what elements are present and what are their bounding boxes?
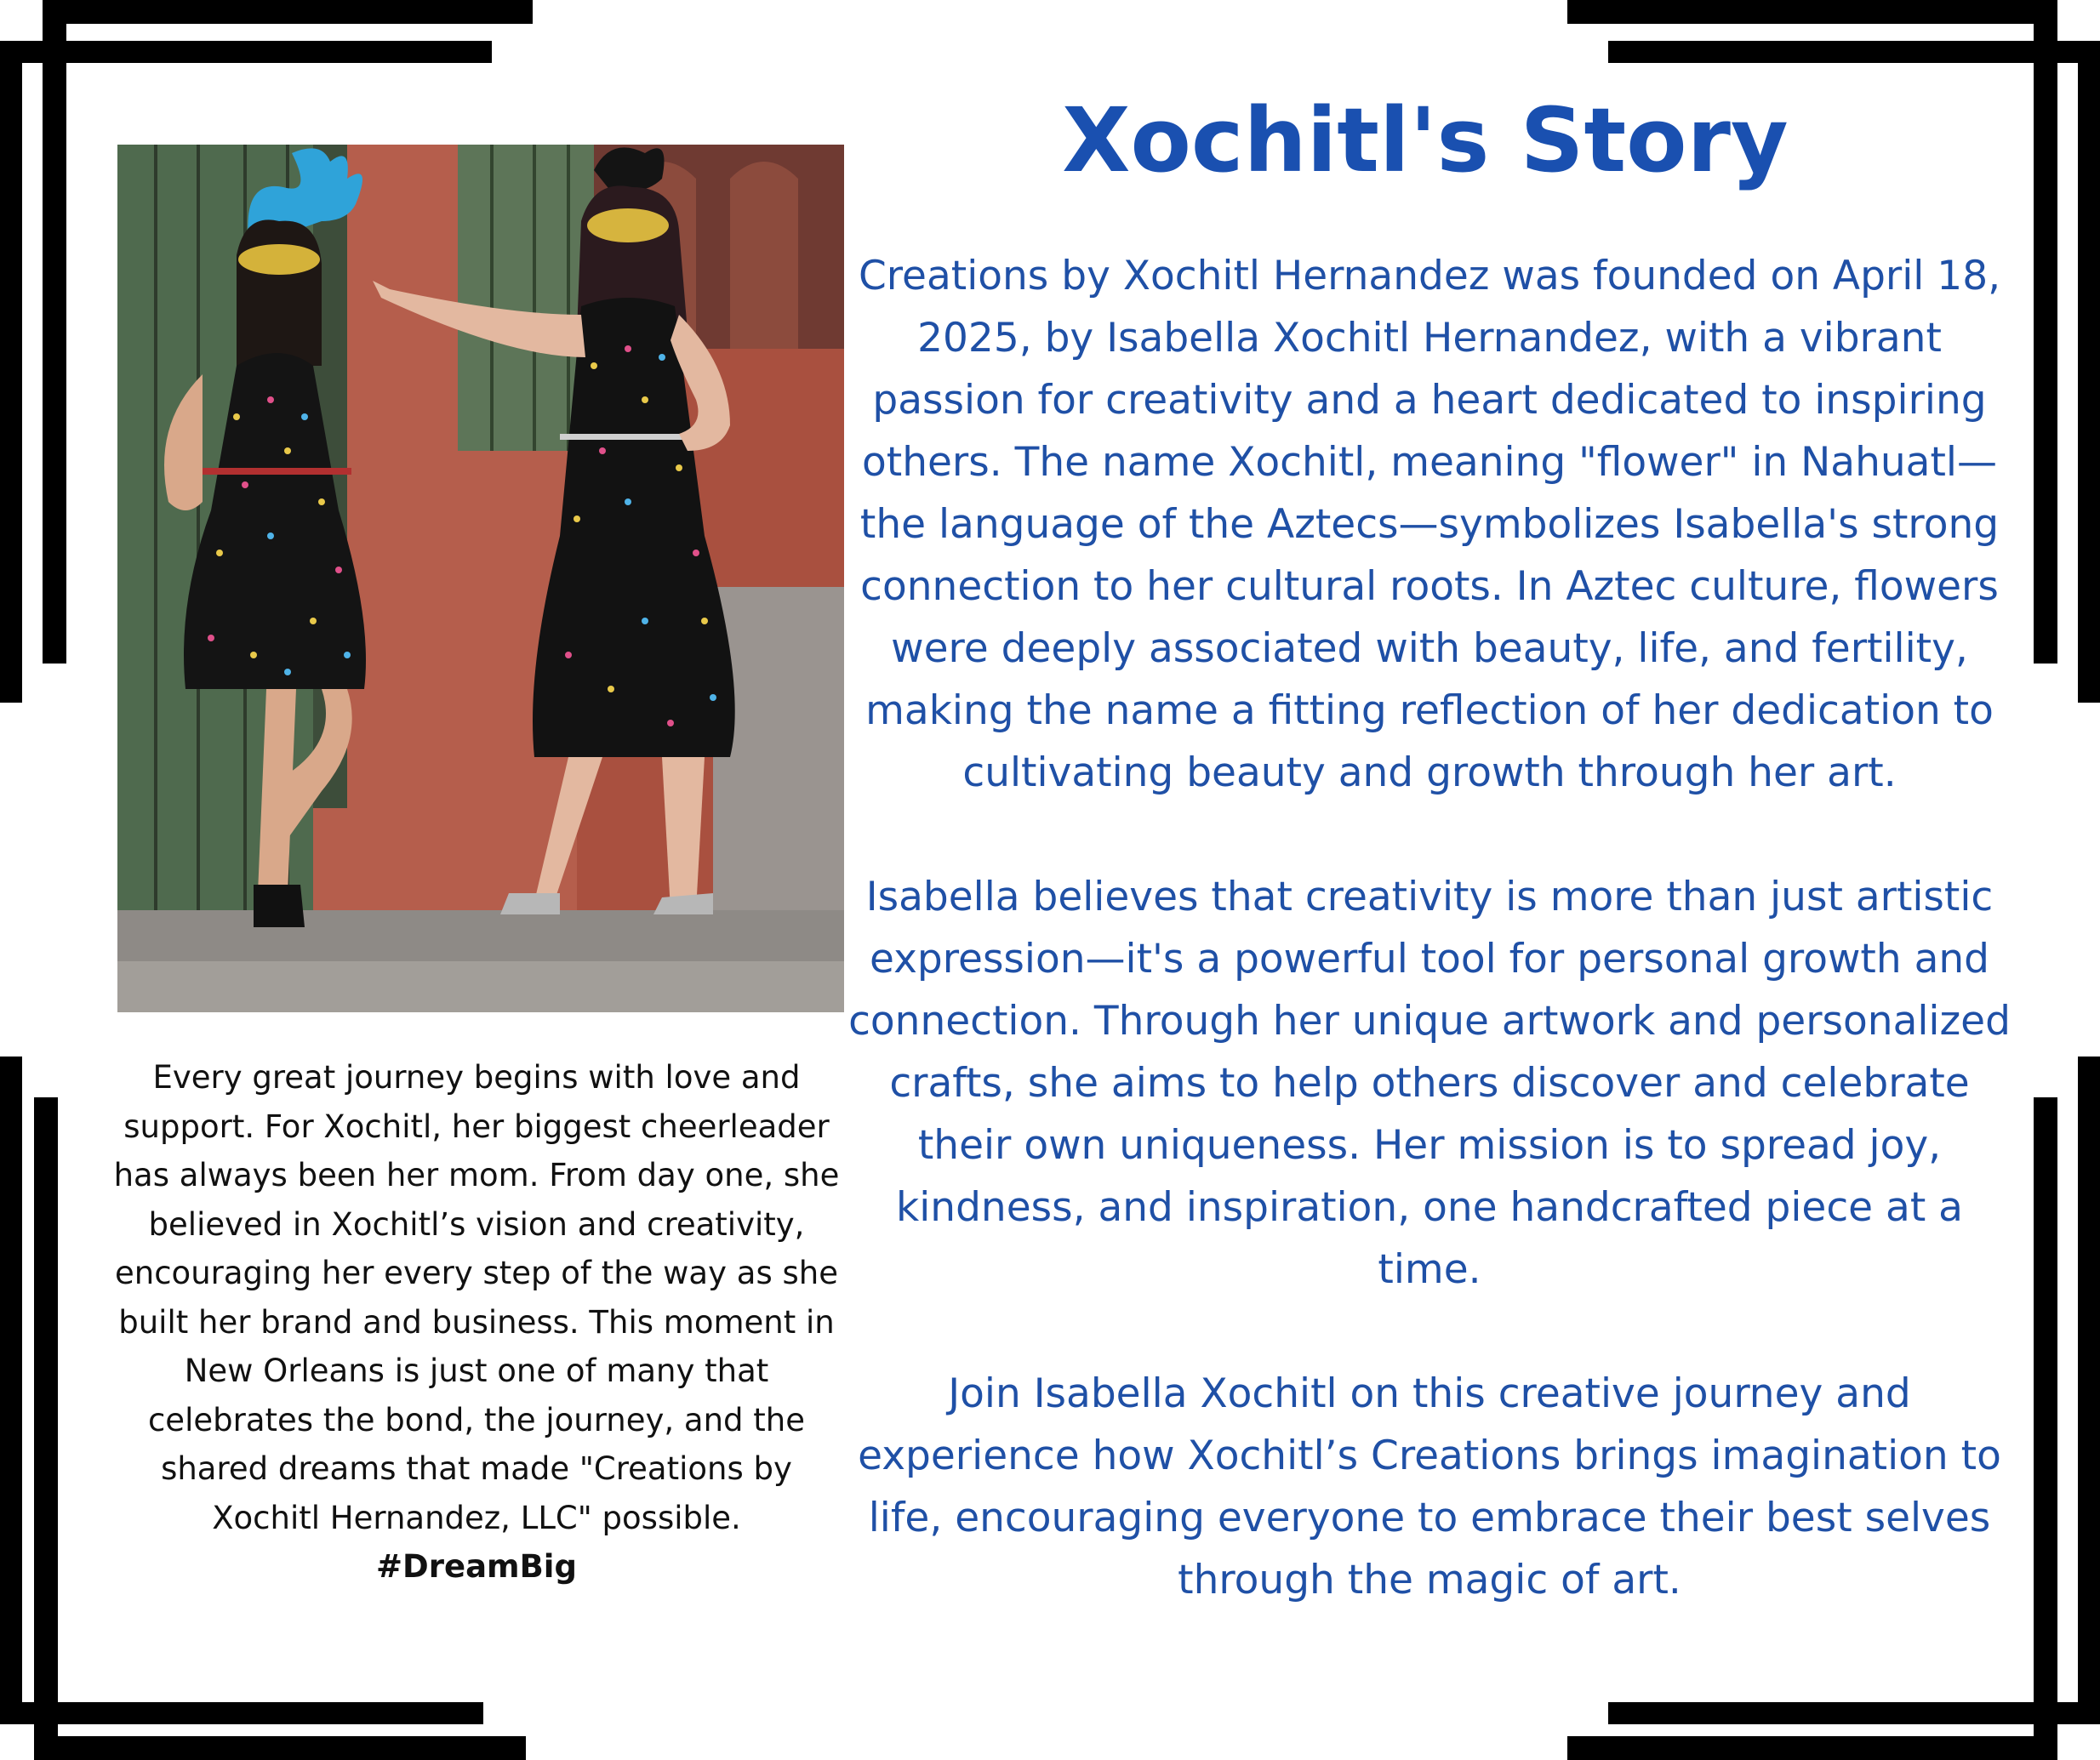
page-title: Xochitl's Story bbox=[1062, 88, 1789, 192]
story-paragraph-3: Join Isabella Xochitl on this creative journey and experience how Xochitl’s Creations brings imagination to life, encouraging everyone to embrace their best selves through the magic of art. bbox=[858, 1370, 2001, 1603]
story-paragraph-2: Isabella believes that creativity is more than just artistic expression—it's a powerful tool for personal growth and connection. Through her unique artwork and personalized crafts, she aims to help others discover and celebrate their own uniqueness. Her mission is to spread joy, kindness, and inspiration, one handcrafted piece at a time. bbox=[848, 874, 2011, 1293]
photo-mother-daughter bbox=[117, 145, 844, 1012]
caption-text: Every great journey begins with love and support. For Xochitl, her biggest cheerleader has always been her mom. From day one, she believed in Xochitl’s vision and creativity, encouraging her every step of the way as she built her brand and business. This moment in New Orleans is just one of many that celebrates the bond, the journey, and the shared dreams that made "Creations by Xochitl Hernandez, LLC" possible. bbox=[113, 1059, 840, 1536]
caption-hashtag: #DreamBig bbox=[376, 1548, 577, 1585]
story-paragraph-1: Creations by Xochitl Hernandez was founded on April 18, 2025, by Isabella Xochitl Hernandez, with a vibrant passion for creativity and a heart dedicated to inspiring others. The name Xochitl, meaning "flower" in Nahuatl—the language of the Aztecs—symbolizes Isabella's strong connection to her cultural roots. In Aztec culture, flowers were deeply associated with beauty, life, and fertility, making the name a fitting reflection of her dedication to cultivating beauty and growth through her art. bbox=[858, 253, 2001, 796]
photo-caption bbox=[111, 1053, 842, 1592]
story-text bbox=[838, 245, 2021, 1611]
